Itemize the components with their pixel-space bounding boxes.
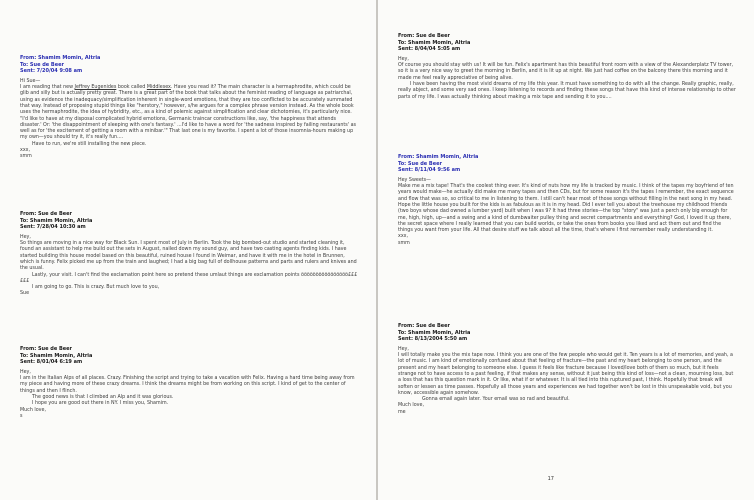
signature: me bbox=[398, 409, 406, 415]
sent-line: Sent: 7/28/04 10:30 am bbox=[20, 224, 86, 231]
paragraph: Have to run, we're still installing the new piece. bbox=[32, 141, 147, 147]
to-line: To: Sue de Beer bbox=[398, 160, 442, 167]
closing: Much love, bbox=[20, 407, 46, 413]
email-body bbox=[20, 370, 358, 420]
email-entry bbox=[20, 55, 358, 161]
greeting: Hey, bbox=[398, 56, 409, 62]
to-line: To: Shamim Momin, Altria bbox=[398, 329, 471, 336]
signature: s bbox=[20, 413, 23, 419]
paragraph: Make me a mix tape! That's the coolest thing ever. It's kind of nuts how my life is tracked by music. I think of the tapes my boyfriend of ten years would make—he actually did make me many tapes and then CDs, but for some reason it's the tapes I remember, the exact sequence and flow that was so, so critical to me in listening to them. I still can't hear most of those songs without filling in the next song in my head. Hope the little house you built for the kids is as fabulous as it is in my head. Did I ever tell you about the treehouse my childhood friends (two boys whose dad owned a lumber yard) built when I was 9? It had three stories—the top "story" was just a perch only big enough for me, high, high, up—and a swing and a kind of dumbwaiter pulley thing and secret compartments and everything? God, I loved it up there, the secret space where I really learned that you can build worlds, or take the ones from books you liked and act them out and find the things you want from your life. All that desire stuff we talk about all the time, that's where I first remember really understanding it. bbox=[398, 184, 734, 234]
from-line: From: Shamim Momin, Altria bbox=[20, 55, 101, 61]
to-line: To: Shamim Momin, Altria bbox=[20, 352, 93, 359]
from-line: From: Sue de Beer bbox=[398, 33, 451, 39]
page-number: 17 bbox=[547, 476, 554, 482]
paragraph: Of course you should stay with us! It will be fun. Felix's apartment has this beautiful front room with a view of the Alexanderplatz TV tower, so it is a very nice way to greet the morning in Berlin, and it is lit up at night. We just had coffee on the balcony there this morning and it made me feel really appreciative of being alive. bbox=[398, 63, 734, 81]
email-body bbox=[20, 235, 358, 298]
email-header bbox=[398, 33, 736, 53]
closing: xxx, bbox=[398, 234, 409, 240]
greeting: Hey, bbox=[398, 346, 409, 352]
paragraph: Lastly, your visit. I can't find the exclamation point here so pretend these umlaut things are exclamation points öööööööööööööööö££££££ bbox=[20, 272, 358, 284]
left-page bbox=[0, 0, 376, 500]
greeting: Hey, bbox=[20, 369, 31, 375]
sent-line: Sent: 8/13/2004 5:50 am bbox=[398, 336, 468, 343]
paragraph: Gonna email again later. Your email was so rad and beautiful. bbox=[422, 397, 570, 403]
email-body bbox=[20, 79, 358, 161]
email-header bbox=[20, 55, 358, 75]
from-line: From: Shamim Momin, Altria bbox=[398, 154, 479, 160]
email-body bbox=[398, 347, 736, 416]
email-header bbox=[398, 323, 736, 343]
paragraph: I am reading that new Jeffrey Eugenides book called Middlesex. Have you read it? The main character is a hermaphrodite, which could be glib and silly but is actually pretty great. There is a great part of the book that talks about the feminist reading of language as patriarchal, using as evidence the inadequacy/simplification inherent in single-word emotions, that they are too conflicted to be accurately summated that way. Instead of proposing stupid things like "herstory," however, s/he argues for a complex phrase version instead. As the whole book uses the hermaphrodite, the idea of hybridity, etc., as a kind of polemic against simplification and clear dichotomies, it's particularly nice. "I'd like to have at my disposal complicated hybrid emotions, Germanic traincar constructions like, say, 'the happiness that attends disaster.' Or: 'the disappointment of sleeping with one's fantasy.' ...I'd like to have a word for 'the sadness inspired by failing restaurants' as well as for 'the excitement of getting a room with a minibar.'" That last one is my favorite. I spent a lot of those insomnia-hours making up my own—you should try it, it's really fun.... bbox=[20, 85, 357, 141]
closing: Much love, bbox=[398, 403, 424, 409]
from-line: From: Sue de Beer bbox=[20, 211, 73, 217]
email-body bbox=[398, 57, 736, 101]
author-name: Jeffrey Eugenides bbox=[74, 85, 117, 91]
to-line: To: Shamim Momin, Altria bbox=[20, 217, 93, 224]
from-line: From: Sue de Beer bbox=[398, 323, 451, 329]
paragraph: I am going to go. This is crazy. But much love to you, bbox=[32, 285, 160, 291]
paragraph: So things are moving in a nice way for Black Sun. I spent most of July in Berlin. Took the big bombed-out studio and started cleaning it, found an assistant to help me build out the sets in August, nailed down my sound guy, and have two casting agents finding kids. I have started building this house model based on this beautiful, ruined house I found in Weimar, and have it with me in the hotel in Brunnen, which is funny. Felix picked me up from the train and laughed; I had a big bag full of dollhouse patterns and parts and rulers and knives and the usual. bbox=[20, 241, 357, 272]
greeting: Hi Sue— bbox=[20, 78, 41, 84]
to-line: To: Shamim Momin, Altria bbox=[398, 39, 471, 46]
sent-line: Sent: 7/20/04 9:08 am bbox=[20, 68, 83, 75]
email-entry bbox=[398, 323, 736, 416]
email-entry bbox=[20, 211, 358, 298]
from-line: From: Sue de Beer bbox=[20, 346, 73, 352]
paragraph: I hope you are good out there in NY. I miss you, Shamim. bbox=[32, 401, 169, 407]
greeting: Hey, bbox=[20, 234, 31, 240]
paragraph: I have been having the most vivid dreams of my life this year. It must have something to do with all the change. Really graphic, really, really abject, and some very sad ones. I keep listening to records and finding these songs that have this kind of intense relationship to other parts of my life. I was actually thinking about making a mix tape and sending it to you.... bbox=[398, 81, 736, 100]
email-header bbox=[20, 346, 358, 366]
email-entry bbox=[398, 154, 736, 247]
signature: Sue bbox=[20, 291, 30, 297]
paragraph: I am in the Italian Alps of all places. Crazy. Finishing the script and trying to take a vacation with Felix. Having a hard time being away from my piece and having more of these crazy dreams. I think the dreams might be from working on this script. I kind of get to the center of things and then I flinch. bbox=[20, 376, 355, 394]
email-header bbox=[20, 211, 358, 231]
email-entry bbox=[20, 346, 358, 420]
right-page bbox=[378, 0, 754, 500]
signature: smm bbox=[398, 240, 410, 246]
sent-line: Sent: 8/04/04 5:05 am bbox=[398, 46, 461, 53]
email-body bbox=[398, 178, 736, 247]
email-header bbox=[398, 154, 736, 174]
email-entry bbox=[398, 33, 736, 101]
book-title: Middlesex bbox=[146, 85, 171, 91]
sent-line: Sent: 8/01/04 6:19 am bbox=[20, 359, 83, 366]
paragraph: I will totally make you the mix tape now. I think you are one of the few people who would get it. Ten years is a lot of memories, and yeah, a lot of music. I am kind of emotionally confused about that feeling of fracture—the past and my heart belonging to one person, and the present and my heart belonging to someone else. I guess it feels like fracture because I loved/love both of them so much, but it feels strange not to have access to a past feeling, if that makes any sense, without it just being this kind of loss—not a clean, mourning loss, but a loss that has this question mark in it. Or like, what if or whatever. It is all tied into this ruptured past, I think. Hopefully that break will soften or lessen as time passes. Hopefully all those years and experiences we had together won't be lost in this unspeakable void, but you know, accessible again somehow. bbox=[398, 353, 734, 396]
to-line: To: Sue de Beer bbox=[20, 61, 64, 68]
sent-line: Sent: 8/11/04 9:56 am bbox=[398, 167, 461, 174]
closing: xxx, bbox=[20, 148, 31, 154]
greeting: Hey Sweets— bbox=[398, 177, 431, 183]
paragraph: The good news is that I climbed an Alp and it was glorious. bbox=[32, 394, 174, 400]
signature: smm bbox=[20, 154, 32, 160]
